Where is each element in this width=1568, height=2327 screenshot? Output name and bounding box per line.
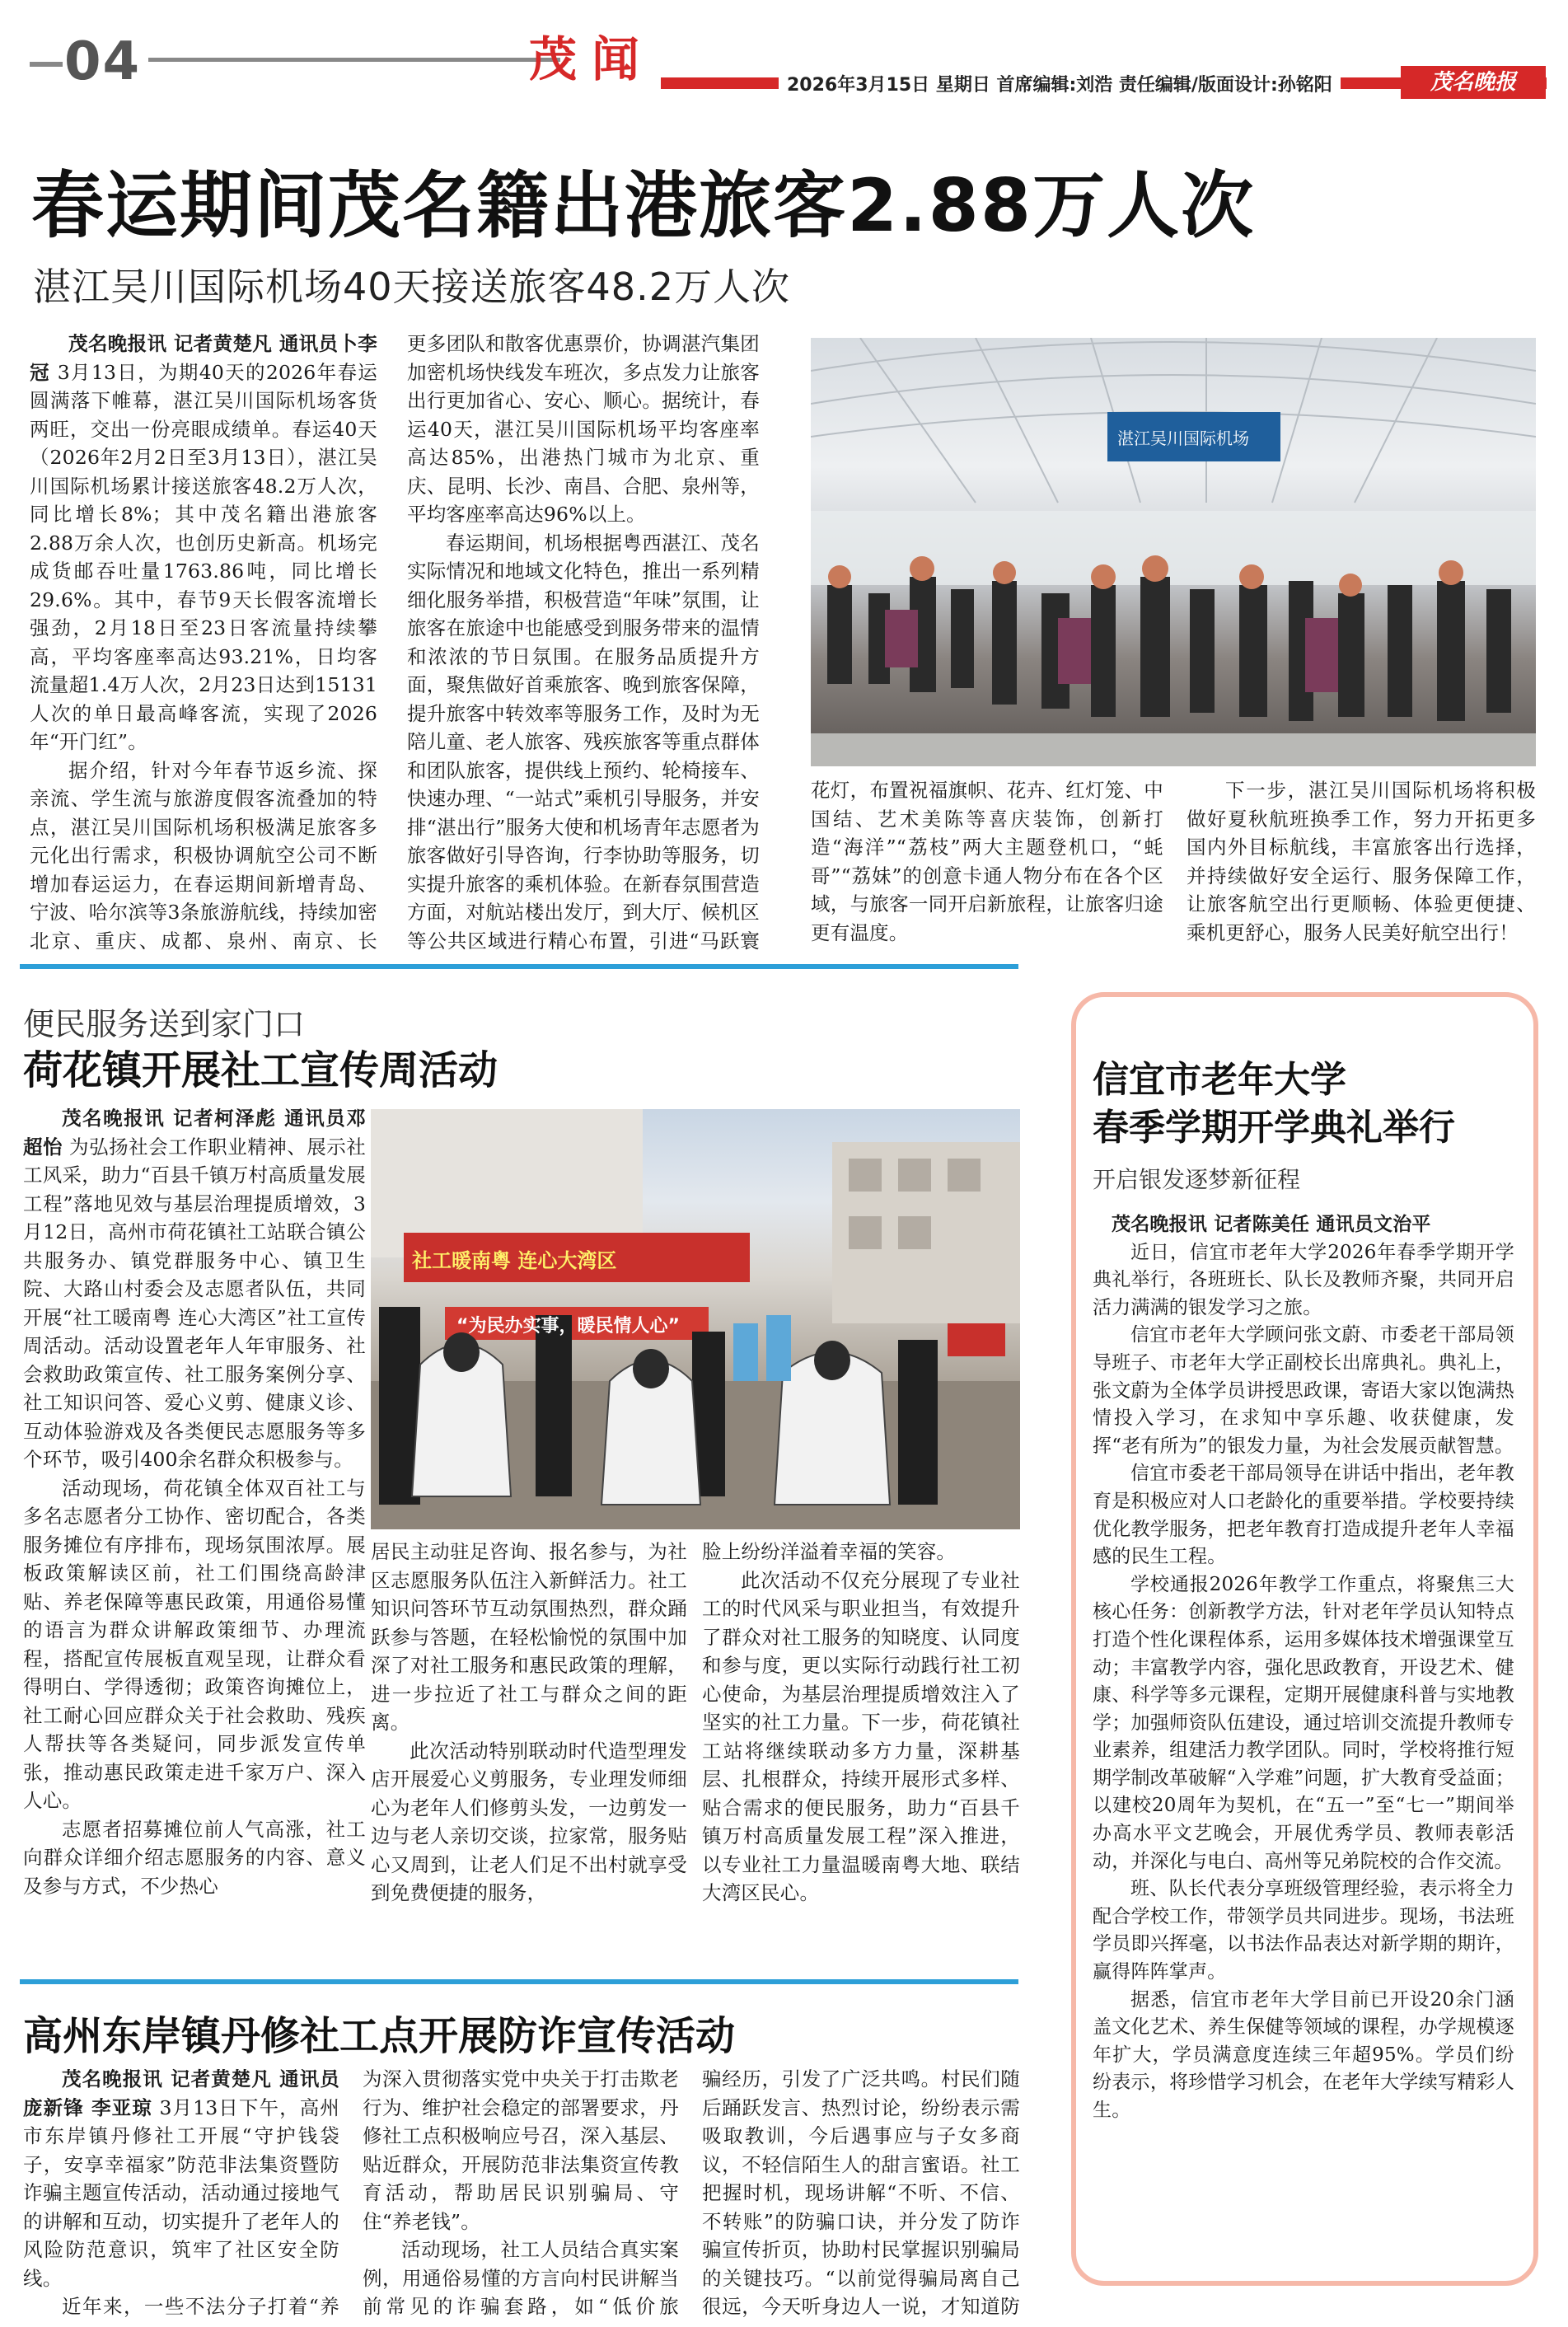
sidebar-paragraph: 信宜市老年大学顾问张文蔚、市委老干部局领导班子、市老年大学正副校长出席典礼。典礼上，张文蔚为全体学员讲授思政课，寄语大家以饱满热情投入学习，在求知中享乐趣、收获健康，发挥“老有所为”的银发力量，为社会发展贡献智慧。 <box>1093 1324 1514 1457</box>
article2-paragraph: 活动现场，荷花镇全体双百社工与多名志愿者分工协作、密切配合，各类服务摊位有序排布，现场氛围浓厚。展板政策解读区前，社工们围绕高龄津贴、养老保障等惠民政策，用通俗易懂的语言为群众讲解政策细节、办理流程，搭配宣传展板直观呈现，让群众看得明白、学得透彻；政策咨询摊位上，社工耐心回应群众关于社会救助、残疾人帮扶等各类疑问，同步派发宣传单张，推动惠民政策走进千家万户、深入人心。 <box>23 1476 366 1812</box>
article3-paragraph: 骗经历，引发了广泛共鸣。村民们随后踊跃发言、热烈讨论，纷纷表示需吸取教训，今后遇事应与子女多商议，不轻信陌生人的甜言蜜语。社工把握时机，现场讲解“不听、不信、不转账”的防骗口诀，并分发了防诈骗宣传折页，协助村民掌握识别骗局的关键技巧。“以前觉得骗局离自己很远，今天听身边人一说，才知道防 <box>702 2067 1020 2317</box>
lead-paragraph: 春运期间，机场根据粤西湛江、茂名实际情况和地域文化特色，推出一系列精细化服务举措，积极营造“年味”氛围，让旅客在旅途中也能感受到服务带来的温情和浓浓的节日氛围。在服务品质提升方面，聚焦做好首乘旅客、晚到旅客保障，提升旅客中转效率等服务工作，及时为无陪儿童、老人旅客、残疾旅客等重点群体和团队旅客，提供线上预约、轮椅接车、快速办理、“一站式”乘机引导服务，并安排“湛出行”服务大使和机场青年志愿者为旅客做好引导咨询，行李协助等服务，切实提升旅客的乘机体验。在新春氛围营造方面，对航站楼出发厅，到大厅、候机区等公共区域进行精心布置，引进“马跃寰 <box>407 531 760 953</box>
article2-byline: 茂名晚报讯 记者柯泽彪 通讯员邓超怡 <box>23 1107 366 1159</box>
lead-paragraph: 据介绍，针对今年春节返乡流、探亲流、学生流与旅游度假客流叠加的特点，湛江吴川国际机场积极满足旅客多元化出行需求，积极协调航空公司不断增加春运运力，在春运期间新增青岛、宁波、哈尔滨等3条旅游航线，持续加密北京、重庆、成都、泉州、南京、长 <box>30 758 377 953</box>
section-label <box>524 31 651 87</box>
section-char-1: 茂 <box>528 31 577 87</box>
lead-paragraph: 更多团队和散客优惠票价，协调湛汽集团加密机场快线发车班次，多点发力让旅客出行更加省心、安心、顺心。据统计，春运40天，湛江吴川国际机场平均客座率高达85%，出港热门城市为北京、重庆、昆明、长沙、南昌、合肥、泉州等，平均客座率高达96%以上。 <box>407 332 760 526</box>
social-work-photo <box>371 1109 1020 1529</box>
sidebar-paragraph: 班、队长代表分享班级管理经验，表示将全力配合学校工作，带领学员共同进步。现场，书法班学员即兴挥毫，以书法作品表达对新学期的期许，赢得阵阵掌声。 <box>1093 1878 1514 1983</box>
airport-sign: 湛江吴川国际机场 <box>1117 428 1249 448</box>
header-rule <box>148 58 560 62</box>
section-char-2: 闻 <box>591 31 639 87</box>
article3-headline: 高州东岸镇丹修社工点开展防诈宣传活动 <box>23 2013 736 2059</box>
sidebar-headline-line-1: 信宜市老年大学 <box>1093 1059 1346 1101</box>
lead-headline: 春运期间茂名籍出港旅客2.88万人次 <box>31 163 1256 248</box>
airport-photo <box>811 338 1536 766</box>
article3-column-2 <box>363 2065 679 2317</box>
dateline: 2026年3月15日 星期日 首席编辑:刘浩 责任编辑/版面设计:孙铭阳 <box>779 71 1341 96</box>
article2-paragraph: 居民主动驻足咨询、报名参与，为社区志愿服务队伍注入新鲜活力。社工知识问答环节互动氛围热烈，群众踊跃参与答题，在轻松愉悦的氛围中加深了对社工服务和惠民政策的理解，进一步拉近了社工与群众之间的距离。 <box>371 1540 687 1734</box>
sidebar-headline <box>1093 1056 1455 1152</box>
photo-banner-1: 社工暖南粤 连心大湾区 <box>412 1249 617 1272</box>
newspaper-logo: 茂名晚报 <box>1401 66 1546 99</box>
sidebar-column <box>1093 1211 1514 2266</box>
article2-paragraph: 此次活动特别联动时代造型理发店开展爱心义剪服务，专业理发师细心为老年人们修剪头发，一边剪发一边与老人亲切交谈，拉家常，服务贴心又周到，让老人们足不出村就享受到免费便捷的服务， <box>371 1739 687 1904</box>
article2-paragraph: 此次活动不仅充分展现了专业社工的时代风采与职业担当，有效提升了群众对社工服务的知晓度、认同度和参与度，更以实际行动践行社工初心使命，为基层治理提质增效注入了坚实的社工力量。下一步，荷花镇社工站将继续联动多方力量，深耕基层、扎根群众，持续开展形式多样、贴合需求的便民服务，助力“百县千镇万村高质量发展工程”深入推进，以专业社工力量温暖南粤大地、联结大湾区民心。 <box>702 1568 1020 1904</box>
article3-paragraph: 为深入贯彻落实党中央关于打击欺老行为、维护社会稳定的部署要求，丹修社工点积极响应号召，深入基层、贴近群众，开展防范非法集资宣传教育活动，帮助居民识别骗局、守住“养老钱”。 <box>363 2067 679 2233</box>
article3-paragraph: 近年来，一些不法分子打着“养 <box>62 2295 339 2317</box>
sidebar-byline: 茂名晚报讯 记者陈美任 通讯员文治平 <box>1112 1214 1431 1235</box>
section-divider <box>20 1979 1018 1984</box>
section-divider <box>20 964 1018 969</box>
lead-column-2 <box>407 330 760 956</box>
lead-column-1 <box>30 330 377 956</box>
lead-column-3 <box>811 776 1163 956</box>
sidebar-paragraph: 学校通报2026年教学工作重点，将聚焦三大核心任务：创新教学方法，针对老年学员认知特点打造个性化课程体系，运用多媒体技术增强课堂互动；丰富教学内容，强化思政教育，开设艺术、健康、科学等多元课程，定期开展健康科普与实地教学；加强师资队伍建设，通过培训交流提升教师专业素养，组建活力教学团队。同时，学校将推行短期学制改革破解“入学难”问题，扩大教育受益面；以建校20周年为契机，在“五一”至“七一”期间举办高水平文艺晚会，开展优秀学员、教师表彰活动，并深化与电白、高州等兄弟院校的合作交流。 <box>1093 1573 1514 1872</box>
article3-paragraph: 3月13日下午，高州市东岸镇丹修社工开展“守护钱袋子，安享幸福家”防范非法集资暨防诈骗主题宣传活动，活动通过接地气的讲解和互动，切实提升了老年人的风险防范意识，筑牢了社区安全防线。 <box>23 2095 339 2290</box>
lead-paragraph: 花灯，布置祝福旗帜、花卉、红灯笼、中国结、艺术美陈等喜庆装饰，创新打造“海洋”“荔枝”两大主题登机口，“蚝哥”“荔妹”的创意卡通人物分布在各个区域，与旅客一同开启新旅程，让旅客归途更有温度。 <box>811 779 1163 944</box>
lead-paragraph: 下一步，湛江吴川国际机场将积极做好夏秋航班换季工作，努力开拓更多国内外目标航线，丰富旅客出行选择，并持续做好安全运行、服务保障工作，让旅客航空出行更顺畅、体验更便捷、乘机更舒心，服务人民美好航空出行！ <box>1187 779 1536 944</box>
article3-column-3 <box>702 2065 1020 2317</box>
sidebar-paragraph: 信宜市委老干部局领导在讲话中指出，老年教育是积极应对人口老龄化的重要举措。学校要持续优化教学服务，把老年教育打造成提升老年人幸福感的民生工程。 <box>1093 1463 1514 1568</box>
sidebar-paragraph: 据悉，信宜市老年大学目前已开设20余门涵盖文化艺术、养生保健等领域的课程，办学规模逐年扩大，学员满意度连续三年超95%。学员们纷纷表示，将珍惜学习机会，在老年大学续写精彩人生。 <box>1093 1988 1514 2121</box>
lead-byline: 茂名晚报讯 记者黄楚凡 通讯员卜李冠 <box>30 332 377 384</box>
article2-column-3 <box>702 1538 1020 1974</box>
article2-paragraph: 脸上纷纷洋溢着幸福的笑容。 <box>702 1540 957 1563</box>
article2-kicker: 便民服务送到家门口 <box>23 1006 306 1042</box>
lead-paragraph: 3月13日，为期40天的2026年春运圆满落下帷幕，湛江吴川国际机场客货两旺，交出一份亮眼成绩单。春运40天（2026年2月2日至3月13日），湛江吴川国际机场累计接送旅客48.2万人次，同比增长8%；其中茂名籍出港旅客2.88万余人次，也创历史新高。机场完成货邮吞吐量1763.86吨，同比增长29.6%。其中，春节9天长假客流增长强劲，2月18日至23日客流量持续攀高，平均客座率高达93.21%，日均客流量超1.4万人次，2月23日达到15131人次的单日最高峰客流，实现了2026年“开门红”。 <box>30 360 377 753</box>
lead-column-4 <box>1187 776 1536 956</box>
sidebar-subheadline: 开启银发逐梦新征程 <box>1093 1166 1301 1193</box>
sidebar-paragraph: 近日，信宜市老年大学2026年春季学期开学典礼举行，各班班长、队长及教师齐聚，共同开启活力满满的银发学习之旅。 <box>1093 1241 1514 1318</box>
article2-headline: 荷花镇开展社工宣传周活动 <box>23 1047 498 1093</box>
photo-banner-2: “为民办实事，暖民情人心” <box>456 1316 680 1337</box>
sidebar-headline-line-2: 春季学期开学典礼举行 <box>1093 1107 1455 1149</box>
article2-paragraph: 为弘扬社会工作职业精神、展示社工风采，助力“百县千镇万村高质量发展工程”落地见效与基层治理提质增效，3月12日，高州市荷花镇社工站联合镇公共服务办、镇党群服务中心、镇卫生院、大路山村委会及志愿者队伍，共同开展“社工暖南粤 连心大湾区”社工宣传周活动。活动设置老年人年审服务、社会救助政策宣传、社工服务案例分享、社工知识问答、爱心义剪、健康义诊、互动体验游戏及各类便民志愿服务等多个环节，吸引400余名群众积极参与。 <box>23 1135 366 1471</box>
page-number: 04 <box>30 31 141 92</box>
article3-byline: 茂名晚报讯 记者黄楚凡 通讯员庞新锋 李亚琼 <box>23 2067 339 2119</box>
article2-column-1 <box>23 1104 366 1974</box>
lead-subheadline: 湛江吴川国际机场40天接送旅客48.2万人次 <box>33 265 790 309</box>
article3-column-1 <box>23 2065 339 2317</box>
article2-paragraph: 志愿者招募摊位前人气高涨，社工向群众详细介绍志愿服务的内容、意义及参与方式，不少热心 <box>23 1817 366 1898</box>
article2-column-2 <box>371 1538 687 1974</box>
article3-paragraph: 活动现场，社工人员结合真实案例，用通俗易懂的方言向村民讲解当前常见的诈骗套路，如“低价旅 <box>363 2238 679 2317</box>
